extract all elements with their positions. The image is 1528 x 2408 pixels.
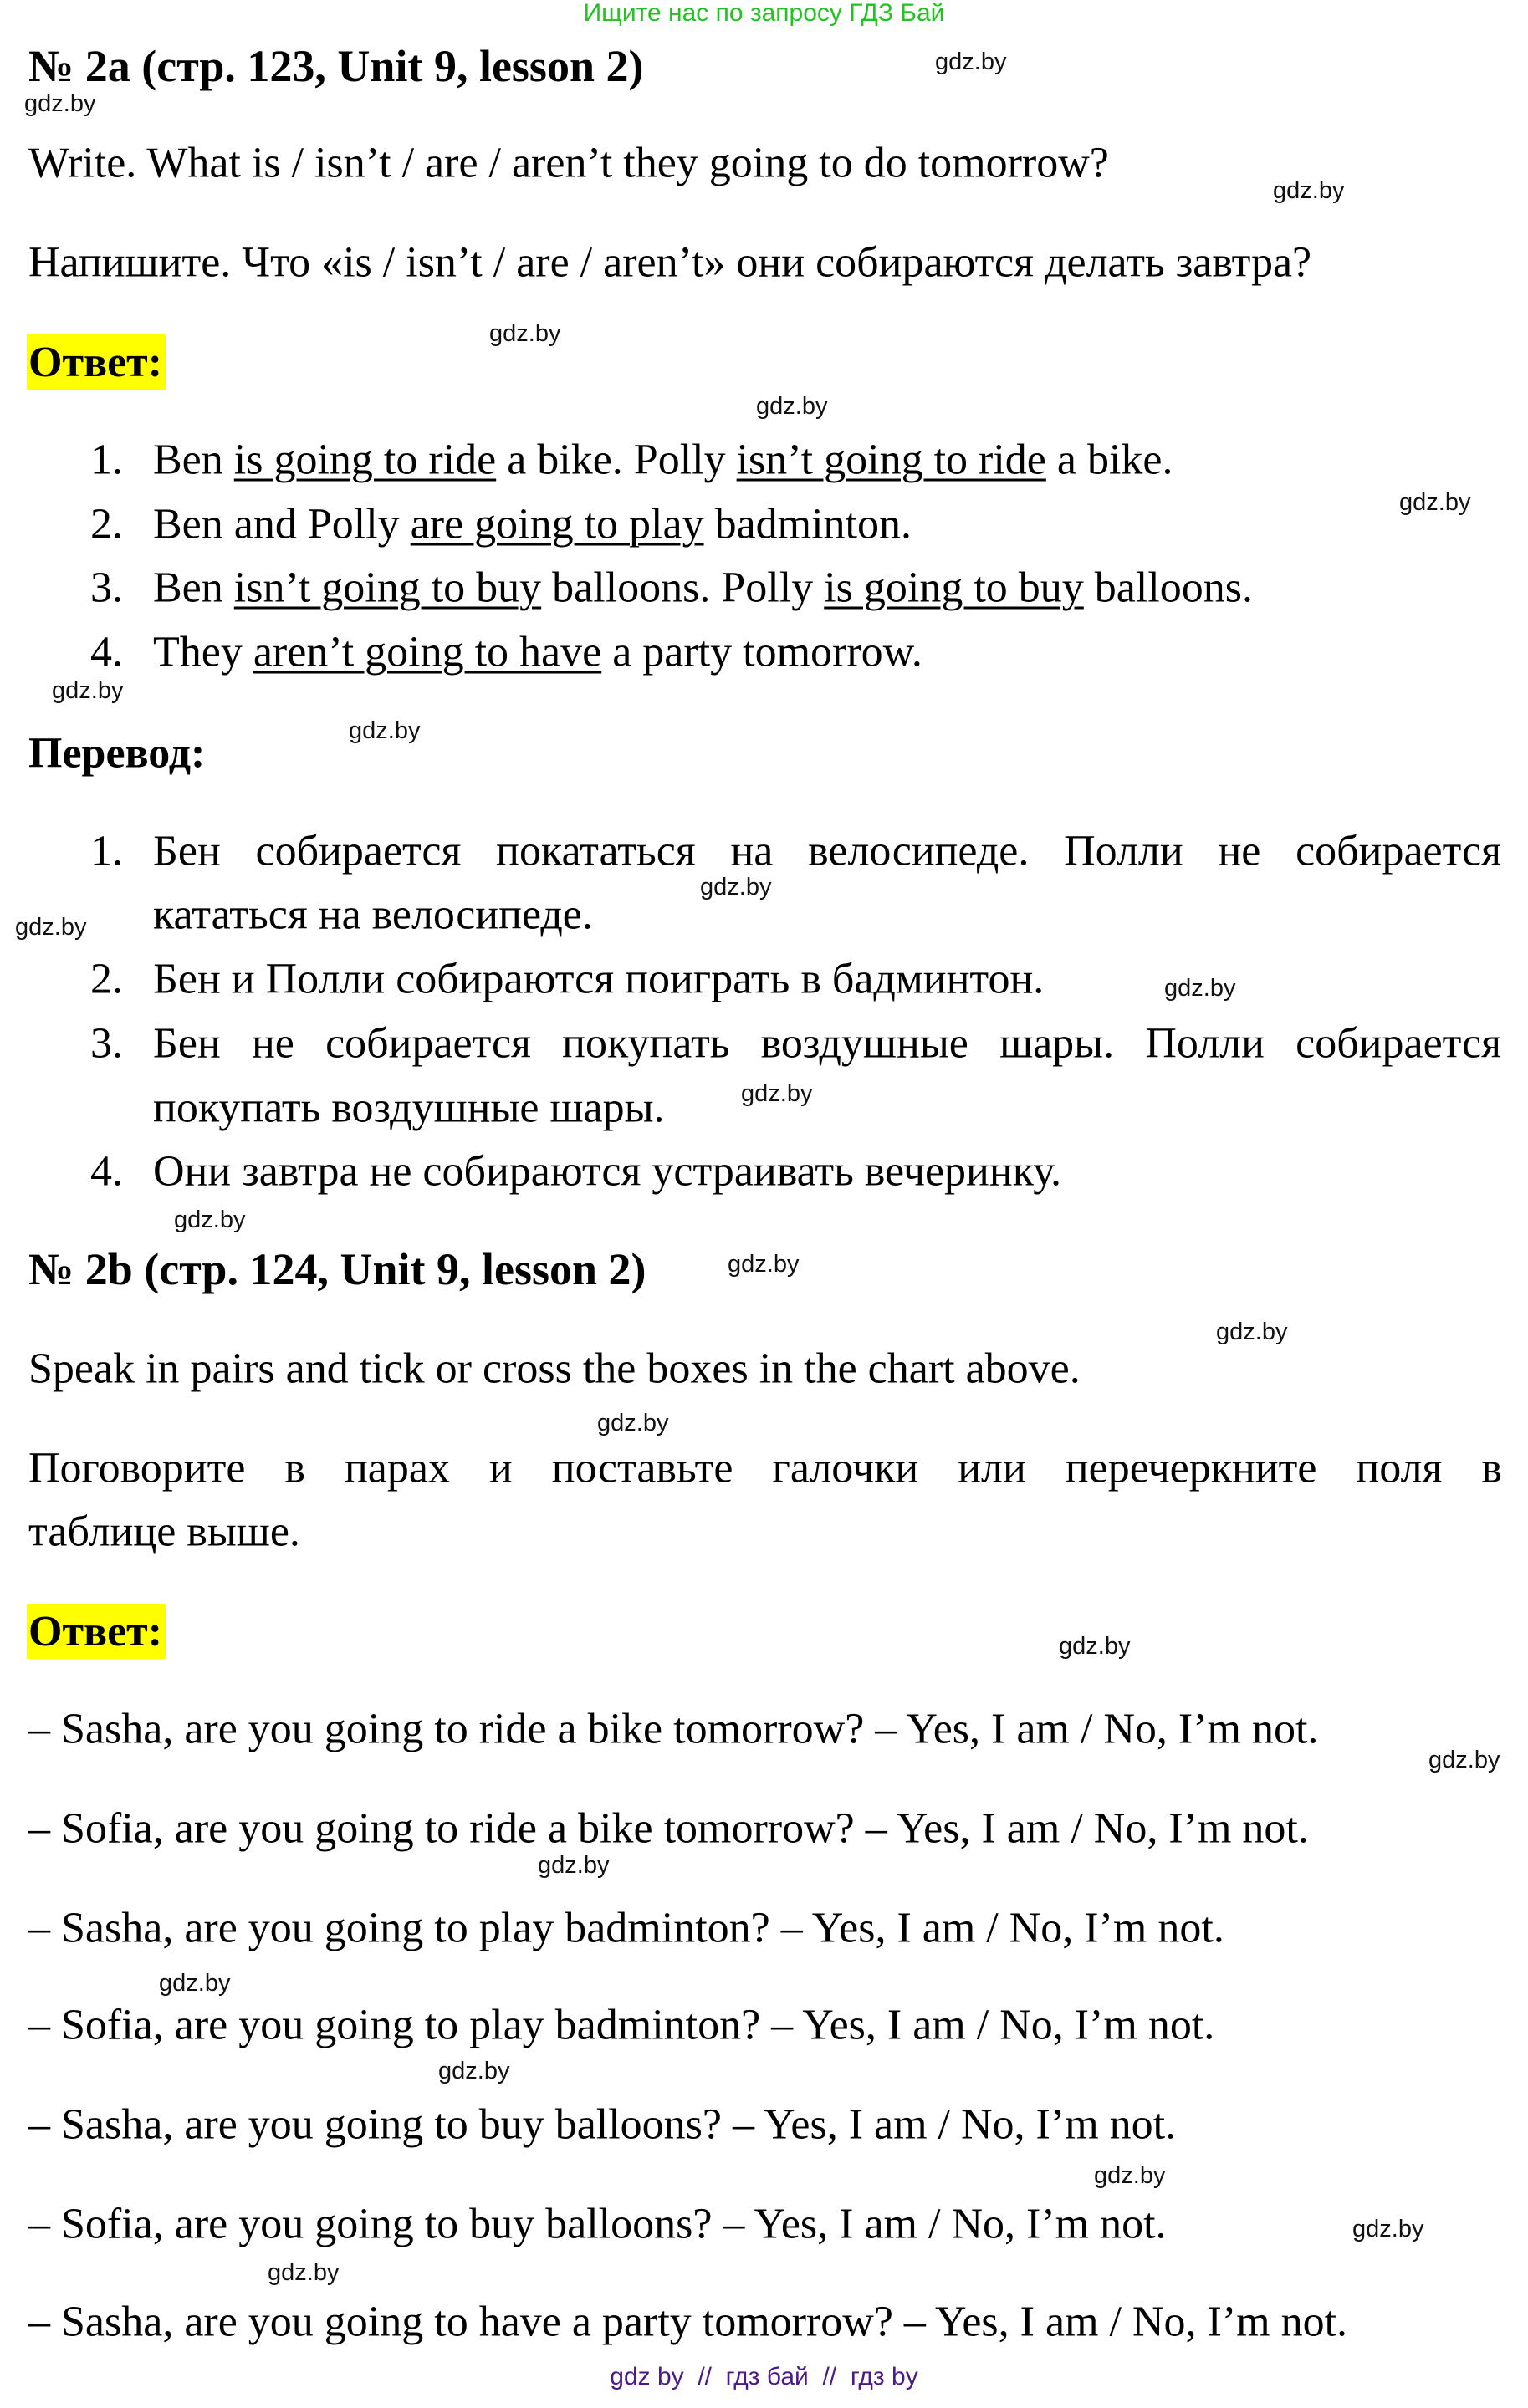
answer-item-text (153, 628, 922, 677)
watermark: gdz.by (1094, 2162, 1166, 2189)
item-number: 2. (90, 955, 123, 1003)
text-part: a party tomorrow. (601, 628, 922, 676)
watermark: gdz.by (268, 2259, 340, 2286)
translation-line: Бен собирается покататься на велосипеде. Полли не собирается (153, 827, 1501, 875)
watermark: gdz.by (1216, 1319, 1288, 1345)
dialog-line: – Sofia, are you going to buy balloons? – Yes, I am / No, I’m not. (28, 2200, 1167, 2248)
dialog-line: – Sofia, are you going to ride a bike tomorrow? – Yes, I am / No, I’m not. (28, 1804, 1309, 1853)
watermark: gdz.by (1164, 975, 1236, 1002)
watermark: gdz.by (174, 1207, 246, 1233)
item-number: 1. (90, 436, 123, 484)
task-2a-answer-label: Ответ: (27, 334, 166, 390)
underlined-phrase: aren’t going to have (253, 628, 602, 676)
watermark: gdz.by (489, 320, 561, 347)
translation-line: Они завтра не собираются устраивать вечеринку. (153, 1147, 1062, 1196)
underlined-phrase: is going to ride (233, 436, 497, 484)
watermark: gdz.by (700, 874, 772, 900)
answer-item-text (153, 500, 912, 549)
task-2b-instruction-ru-cont: таблице выше. (28, 1508, 300, 1556)
item-number: 2. (90, 500, 123, 548)
translation-line: кататься на велосипеде. (153, 890, 593, 939)
watermark: gdz.by (728, 1251, 800, 1278)
watermark: gdz.by (1399, 489, 1471, 516)
underlined-phrase: are going to play (410, 500, 704, 548)
site-banner: Ищите нас по запросу ГДЗ Бай (583, 0, 945, 27)
answer-item-text (153, 564, 1253, 613)
translation-line: Бен и Полли собираются поиграть в бадминтон. (153, 955, 1045, 1003)
watermark: gdz.by (438, 2058, 510, 2084)
watermark: gdz.by (1273, 177, 1345, 204)
task-2b-instruction-en: Speak in pairs and tick or cross the boxes in the chart above. (28, 1344, 1081, 1393)
watermark: gdz.by (1428, 1747, 1500, 1773)
watermark: gdz.by (15, 914, 87, 941)
watermark: gdz.by (349, 717, 421, 744)
dialog-line: – Sasha, are you going to play badminton? – Yes, I am / No, I’m not. (28, 1904, 1224, 1952)
dialog-line: – Sasha, are you going to ride a bike tomorrow? – Yes, I am / No, I’m not. (28, 1705, 1319, 1753)
watermark: gdz.by (24, 90, 96, 117)
underlined-phrase: isn’t going to ride (736, 436, 1046, 484)
watermark: gdz.by (935, 48, 1007, 75)
answer-item (90, 564, 123, 613)
text-part: badminton. (703, 500, 912, 548)
answer-item (90, 500, 123, 549)
task-2a-instruction-ru: Напишите. Что «is / isn’t / are / aren’t» они собираются делать завтра? (28, 238, 1312, 287)
underlined-phrase: is going to buy (824, 564, 1084, 612)
translation-line: Бен не собирается покупать воздушные шары. Полли собирается (153, 1019, 1501, 1068)
text-part: a bike. (1045, 436, 1173, 484)
translation-label: Перевод: (28, 729, 206, 778)
watermark: gdz.by (1059, 1633, 1131, 1660)
text-part: balloons. (1083, 564, 1253, 612)
watermark: gdz.by (597, 1410, 669, 1436)
watermark: gdz.by (52, 677, 124, 704)
task-2b-title: № 2b (стр. 124, Unit 9, lesson 2) (28, 1244, 646, 1294)
text-part: a bike. Polly (496, 436, 737, 484)
item-number: 3. (90, 1019, 123, 1068)
watermark: gdz.by (159, 1970, 231, 1997)
dialog-line: – Sasha, are you going to buy balloons? – Yes, I am / No, I’m not. (28, 2100, 1177, 2149)
task-2a-title: № 2a (стр. 123, Unit 9, lesson 2) (28, 41, 644, 91)
text-part: They (153, 628, 253, 676)
watermark: gdz.by (756, 393, 828, 420)
answer-item (90, 628, 123, 677)
task-2b-answer-label: Ответ: (27, 1604, 166, 1659)
text-part: Ben (153, 436, 234, 484)
translation-line: покупать воздушные шары. (153, 1084, 665, 1132)
item-number: 4. (90, 628, 123, 676)
dialog-line: – Sasha, are you going to have a party tomorrow? – Yes, I am / No, I’m not. (28, 2298, 1348, 2346)
watermark: gdz.by (741, 1080, 813, 1107)
item-number: 4. (90, 1147, 123, 1196)
task-2a-instruction-en: Write. What is / isn’t / are / aren’t they going to do tomorrow? (28, 139, 1109, 187)
task-2b-instruction-ru: Поговорите в парах и поставьте галочки или перечеркните поля в (28, 1444, 1502, 1492)
dialog-line: – Sofia, are you going to play badminton? – Yes, I am / No, I’m not. (28, 2001, 1215, 2049)
item-number: 1. (90, 827, 123, 875)
text-part: Ben and Polly (153, 500, 411, 548)
text-part: Ben (153, 564, 234, 612)
answer-item-text (153, 436, 1173, 485)
footer-links: gdz by // гдз бай // гдз by (610, 2363, 918, 2390)
underlined-phrase: isn’t going to buy (233, 564, 542, 612)
watermark: gdz.by (538, 1852, 610, 1879)
answer-item (90, 436, 123, 485)
item-number: 3. (90, 564, 123, 612)
watermark: gdz.by (1352, 2216, 1424, 2242)
text-part: balloons. Polly (541, 564, 825, 612)
